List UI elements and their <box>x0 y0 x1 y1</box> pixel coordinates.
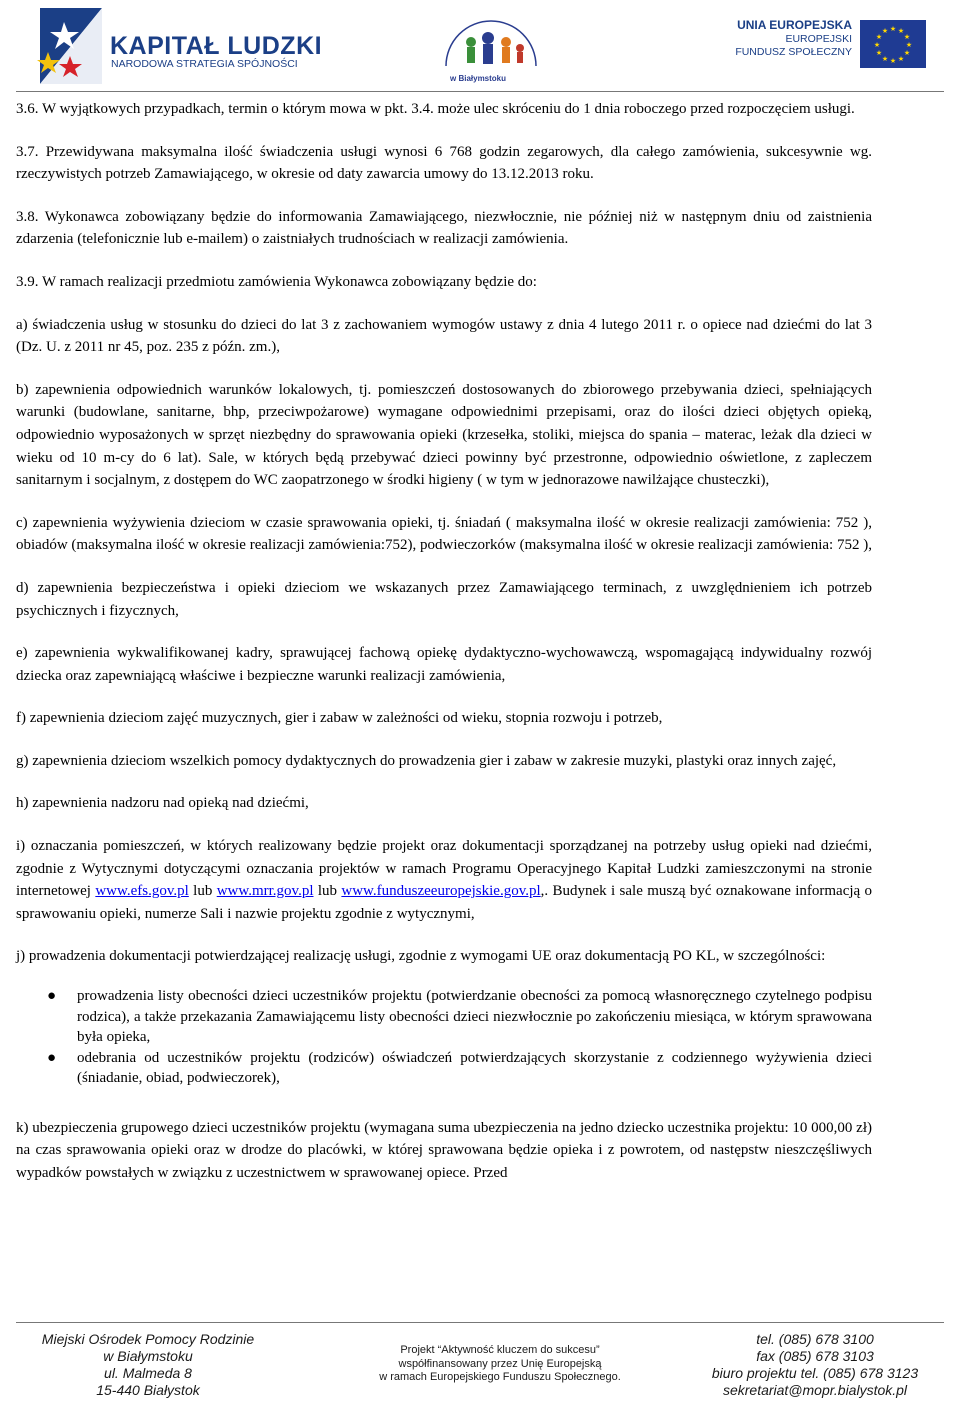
item-j: j) prowadzenia dokumentacji potwierdzającej realizację usługi, zgodnie z wymogami UE oraz dokumentacją PO KL, w szczególności: <box>16 948 826 965</box>
eu-line-1: UNIA EUROPEJSKA <box>737 18 852 32</box>
item-i-text-1: i) oznaczania pomieszczeń, w których realizowany będzie projekt oraz dokumentacji sporządzanej na potrzeby usług opieki nad dziećmi, zgodnie z Wytycznymi dotyczącymi oznaczania projektów w ramach Programu Operacyjnego Kapitał Ludzki zamieszczonymi na stronie internetowej <box>16 838 872 900</box>
document-body <box>16 98 872 1184</box>
list-item-text: prowadzenia listy obecności dzieci uczestników projektu (potwierdzanie obecności za pomocą własnoręcznego czytelnego podpisu rodzica), a także przekazania Zamawiającemu listy obecności dzieci niezwłocznie po zakończeniu miesiąca, w którym sprawowana była opieka, <box>77 988 872 1046</box>
list-item <box>16 1048 872 1089</box>
svg-text:★: ★ <box>881 27 889 35</box>
eu-line-3: FUNDUSZ SPOŁECZNY <box>735 46 852 58</box>
footer-project-phone: biuro projektu tel. (085) 678 3123 <box>711 1365 919 1381</box>
footer-org-name: Miejski Ośrodek Pomocy Rodzinie <box>41 1331 255 1347</box>
item-i-text-2: ,. Budynek i sale muszą być oznakowane informacją o sprawowaniu opieki, numerze Sali i nazwie projektu zgodnie z wytycznymi, <box>16 883 873 922</box>
footer-phone: tel. (085) 678 3100 <box>756 1331 874 1347</box>
footer-project-name: Projekt “Aktywność kluczem do sukcesu” <box>400 1344 600 1356</box>
svg-text:★: ★ <box>905 41 913 49</box>
footer-postal: 15-440 Białystok <box>96 1382 200 1398</box>
svg-text:★: ★ <box>889 25 897 33</box>
mops-caption: w Białymstoku <box>450 74 507 83</box>
item-i-sep-2: lub <box>317 883 338 900</box>
footer-contact <box>680 1331 950 1399</box>
eu-flag-icon <box>860 20 926 68</box>
svg-text:★: ★ <box>897 27 905 35</box>
eu-line-2: EUROPEJSKI <box>785 33 852 45</box>
bullet-icon: ● <box>47 1049 57 1066</box>
link-efs[interactable]: www.efs.gov.pl <box>95 883 189 900</box>
footer-email[interactable]: sekretariat@mopr.bialystok.pl <box>722 1382 908 1398</box>
paragraph-3-6: 3.6. W wyjątkowych przypadkach, termin o którym mowa w pkt. 3.4. może ulec skróceniu do 1 dnia roboczego przed rozpoczęciem usługi. <box>16 101 855 117</box>
footer-fax: fax (085) 678 3103 <box>756 1348 874 1364</box>
bullet-icon: ● <box>47 988 57 1005</box>
item-i <box>16 835 872 925</box>
footer-org-city: w Białymstoku <box>103 1348 193 1364</box>
svg-text:★: ★ <box>875 33 883 41</box>
kapital-ludzki-logo <box>30 4 323 86</box>
item-e: e) zapewnienia wykwalifikowanej kadry, sprawującej fachową opiekę dydaktyczno-wychowawczą, wspomagającą indywidualny rozwój dziecka oraz zapewniającą właściwe i bezpieczne warunki realizacji zamówienia, <box>16 645 872 684</box>
footer-fund: w ramach Europejskiego Funduszu Społecznego. <box>379 1371 621 1383</box>
footer-project-info <box>345 1344 655 1385</box>
paragraph-3-8: 3.8. Wykonawca zobowiązany będzie do informowania Zamawiającego, niezwłocznie, nie później niż w następnym dniu od zaistnienia zdarzenia (telefonicznie lub e-mailem) o zaistniałych trudnościach w realizacji zamówienia. <box>16 208 872 248</box>
page-header <box>0 0 960 92</box>
mops-emblem-icon <box>436 14 546 74</box>
kapital-ludzki-title: KAPITAŁ LUDZKI <box>110 32 323 60</box>
bullet-list <box>16 986 872 1089</box>
paragraph-3-9: 3.9. W ramach realizacji przedmiotu zamówienia Wykonawca zobowiązany będzie do: <box>16 273 537 290</box>
footer-cofinance: współfinansowany przez Unię Europejską <box>398 1357 602 1370</box>
page-footer <box>0 1330 960 1403</box>
eu-logo <box>734 18 934 78</box>
svg-text:★: ★ <box>903 49 911 57</box>
link-mrr[interactable]: www.mrr.gov.pl <box>216 883 314 900</box>
list-item <box>16 986 872 1048</box>
item-f: f) zapewnienia dzieciom zajęć muzycznych, gier i zabaw w zależności od wieku, stopnia rozwoju i potrzeb, <box>16 710 663 727</box>
svg-text:★: ★ <box>903 33 911 41</box>
item-a: a) świadczenia usług w stosunku do dzieci do lat 3 z zachowaniem wymogów ustawy z dnia 4 lutego 2011 r. o opiece nad dziećmi do lat 3 (Dz. U. z 2011 nr 45, poz. 235 z późn. zm.), <box>16 316 872 356</box>
paragraph-3-7: 3.7. Przewidywana maksymalna ilość świadczenia usługi wynosi 6 768 godzin zegarowych, dla całego zamówienia, sukcesywnie wg. rzeczywistych potrzeb Zamawiającego, w okresie od daty zawarcia umowy do 13.12.2013 roku. <box>16 143 872 183</box>
item-i-sep-1: lub <box>193 883 213 900</box>
svg-text:★: ★ <box>881 55 889 63</box>
footer-street: ul. Malmeda 8 <box>104 1365 192 1381</box>
header-divider <box>16 91 944 92</box>
footer-divider <box>16 1322 944 1323</box>
item-g: g) zapewnienia dzieciom wszelkich pomocy dydaktycznych do prowadzenia gier i zabaw w zakresie muzyki, plastyki oraz innych zajęć, <box>16 752 837 769</box>
svg-text:★: ★ <box>889 57 897 65</box>
kapital-ludzki-emblem-icon <box>30 4 110 86</box>
item-h: h) zapewnienia nadzoru nad opieką nad dziećmi, <box>16 795 309 812</box>
item-d: d) zapewnienia bezpieczeństwa i opieki dzieciom we wskazanych przez Zamawiającego terminach, z uwzględnieniem ich potrzeb psychicznych i fizycznych, <box>16 579 872 619</box>
list-item-text: odebrania od uczestników projektu (rodziców) oświadczeń potwierdzających skorzystanie z codziennego wyżywienia dzieci (śniadanie, obiad, podwieczorek), <box>77 1049 872 1087</box>
footer-address <box>18 1331 278 1399</box>
svg-text:★: ★ <box>897 55 905 63</box>
link-fundusze[interactable]: www.funduszeeuropejskie.gov.pl <box>341 883 541 900</box>
svg-text:★: ★ <box>875 49 883 57</box>
svg-text:★: ★ <box>873 41 881 49</box>
item-c: c) zapewnienia wyżywienia dzieciom w czasie sprawowania opieki, tj. śniadań ( maksymalna ilość w okresie realizacji zamówienia: 752 ), obiadów (maksymalna ilość w okresie realizacji zamówienia:752), podwieczorków (maksymalna ilość w okresie realizacji zamówienia: 752 ), <box>16 514 872 554</box>
mops-logo <box>436 14 546 88</box>
item-b: b) zapewnienia odpowiednich warunków lokalowych, tj. pomieszczeń dostosowanych do zbiorowego przebywania dzieci, spełniających warunki (budowlane, sanitarne, bhp, przeciwpożarowe) wymagane odpowiednimi przepisami, oraz do ilości dzieci objętych opieką, odpowiednio wyposażonych w sprzęt niezbędny do sprawowania opieki (krzesełka, stoliki, miejsca do spania – materac, leżak dla dzieci w wieku od 10 m-cy do 6 lat). Sale, w których będą przebywać dzieci powinny być przestronne, odpowiednio oświetlone, z zapleczem sanitarnym i socjalnym, z dostępem do WC zaopatrzonego w środki higieny ( w tym w jednorazowe nawilżające chusteczki), <box>16 381 872 489</box>
kapital-ludzki-subtitle: NARODOWA STRATEGIA SPÓJNOŚCI <box>111 58 298 70</box>
item-k: k) ubezpieczenia grupowego dzieci uczestników projektu (wymagana suma ubezpieczenia na jedno dziecko uczestnika projektu: 10 000,00 zł) na czas sprawowania opieki oraz w drodze do placówki, w której sprawowana będzie opieka i z powrotem, od następstw nieszczęśliwych wypadków powstałych w związku z uczestnictwem w sprawowanej opiece. Przed <box>16 1119 872 1181</box>
